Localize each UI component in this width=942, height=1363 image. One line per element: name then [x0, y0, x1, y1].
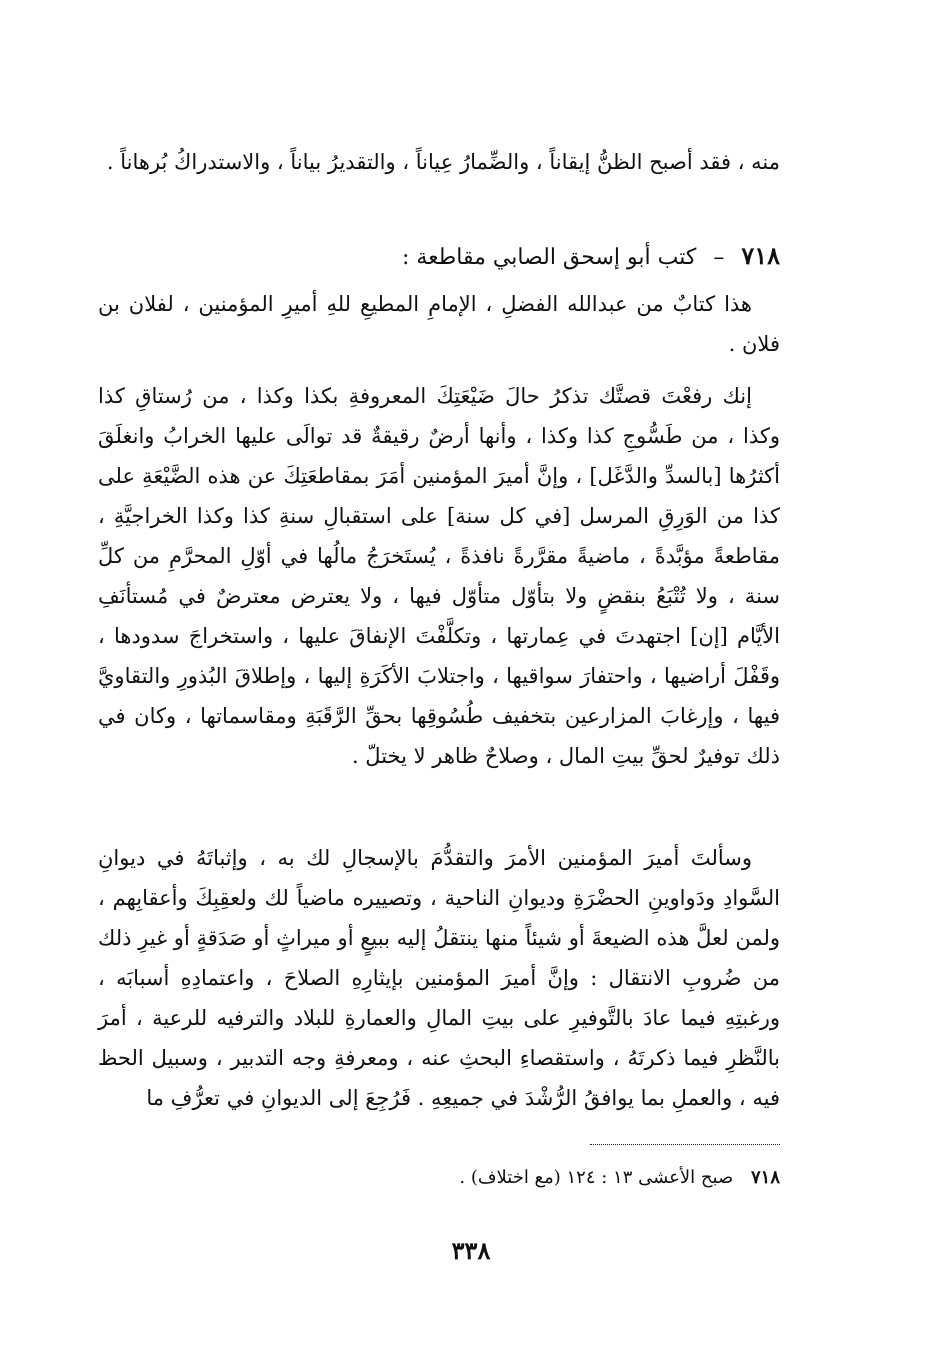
address-paragraph: هذا كتابٌ من عبدالله الفضلِ ، الإمامِ المطيعِ للهِ أميرِ المؤمنين ، لفلان بن فلان .: [98, 292, 780, 356]
footnote-text: صبح الأعشى ١٣ : ١٢٤ (مع اختلاف) .: [459, 1167, 734, 1188]
footnote-separator: [590, 1144, 780, 1145]
entry-dash: –: [713, 245, 725, 270]
page-number: ٣٣٨: [451, 1236, 491, 1265]
entry-heading: [98, 236, 780, 278]
body-paragraph-2: وسألتَ أميرَ المؤمنين الأمرَ والتقدُّمَ بالإسجالِ لك به ، وإثباتَهُ في ديوانِ السَّوادِ ودَواوينِ الحضْرَةِ وديوانِ الناحية ، وتصييره ماضياً لك ولعقِبِكَ وأعقابِهم ، ولمن لعلَّ هذه الضيعةَ أو شيئاً منها ينتقلُ إليه ببيعٍ أو ميراثٍ أو صَدَقةٍ أو غيرِ ذلك من ضُروبِ الانتقال : وإنَّ أميرَ المؤمنين بإيثارِهِ الصلاحَ ، واعتمادِهِ أسبابَه ، ورغبتِهِ فيما عادَ بالتَّوفيرِ على بيتِ المالِ والعمارةِ للبلاد والترفيه للرعية ، أمرَ بالنَّظرِ فيما ذكرتَهُ ، واستقصاءِ البحثِ عنه ، ومعرفةِ وجه التدبير ، وسبيل الحظ فيه ، والعملِ بما يوافقُ الرُّشْدَ في جميعِهِ . فَرُجِعَ إلى الديوانِ في تعرُّفِ ما: [98, 846, 780, 1110]
footnote-number: ٧١٨: [750, 1167, 780, 1188]
entry-title: كتب أبو إسحق الصابي مقاطعة :: [401, 245, 697, 270]
body-paragraph-1: إنك رفعْتَ قصتَّك تذكرُ حالَ ضَيْعَتِكَ المعروفةِ بكذا وكذا ، من رُستاقِ كذا وكذا ، من طَسُّوجِ كذا وكذا ، وأنها أرضٌ رقيقةٌ قد توالَى عليها الخرابُ وانغلَقَ أكثرُها [بالسدِّ والدَّغَل] ، وإنَّ أميرَ المؤمنين أمَرَ بمقاطعَتِكَ عن هذه الضَّيْعَةِ على كذا من الوَرِقِ المرسل [في كل سنة] على استقبالِ سنةِ كذا وكذا الخراجيَّةِ ، مقاطعةً مؤبَّدةً ، ماضيةً مقرَّرةً نافذةً ، يُستَخرَجُ مالُها في أوّلِ المحرَّمِ من كلِّ سنة ، ولا تُتْبَعُ بنقضٍ ولا بتأوّل متأوّل فيها ، ولا يعترض معترضٌ في مُستأنَفِ الأيَّام [إن] اجتهدتَ في عِمارتها ، وتكلَّفْتَ الإنفاقَ عليها ، واستخراجَ سدودها ، وقَفْلَ أراضيها ، واحتفارَ سواقيها ، واجتلابَ الأكَرَةِ إليها ، وإطلاقَ البُذورِ والتقاويَّ فيها ، وإرغابَ المزارعين بتخفيف طُسُوقِها بحقِّ الرَّقَبَةِ ومقاسماتها ، وكان في ذلك توفيرٌ لحقِّ بيتِ المال ، وصلاحٌ ظاهر لا يختلّ .: [98, 384, 780, 768]
footnote: [98, 1162, 780, 1194]
intro-paragraph: منه ، فقد أصبح الظنُّ إيقاناً ، والضِّمارُ عِياناً ، والتقديرُ بياناً ، والاستدراكُ بُرهاناً .: [106, 150, 780, 174]
entry-number: ٧١٨: [741, 241, 780, 270]
